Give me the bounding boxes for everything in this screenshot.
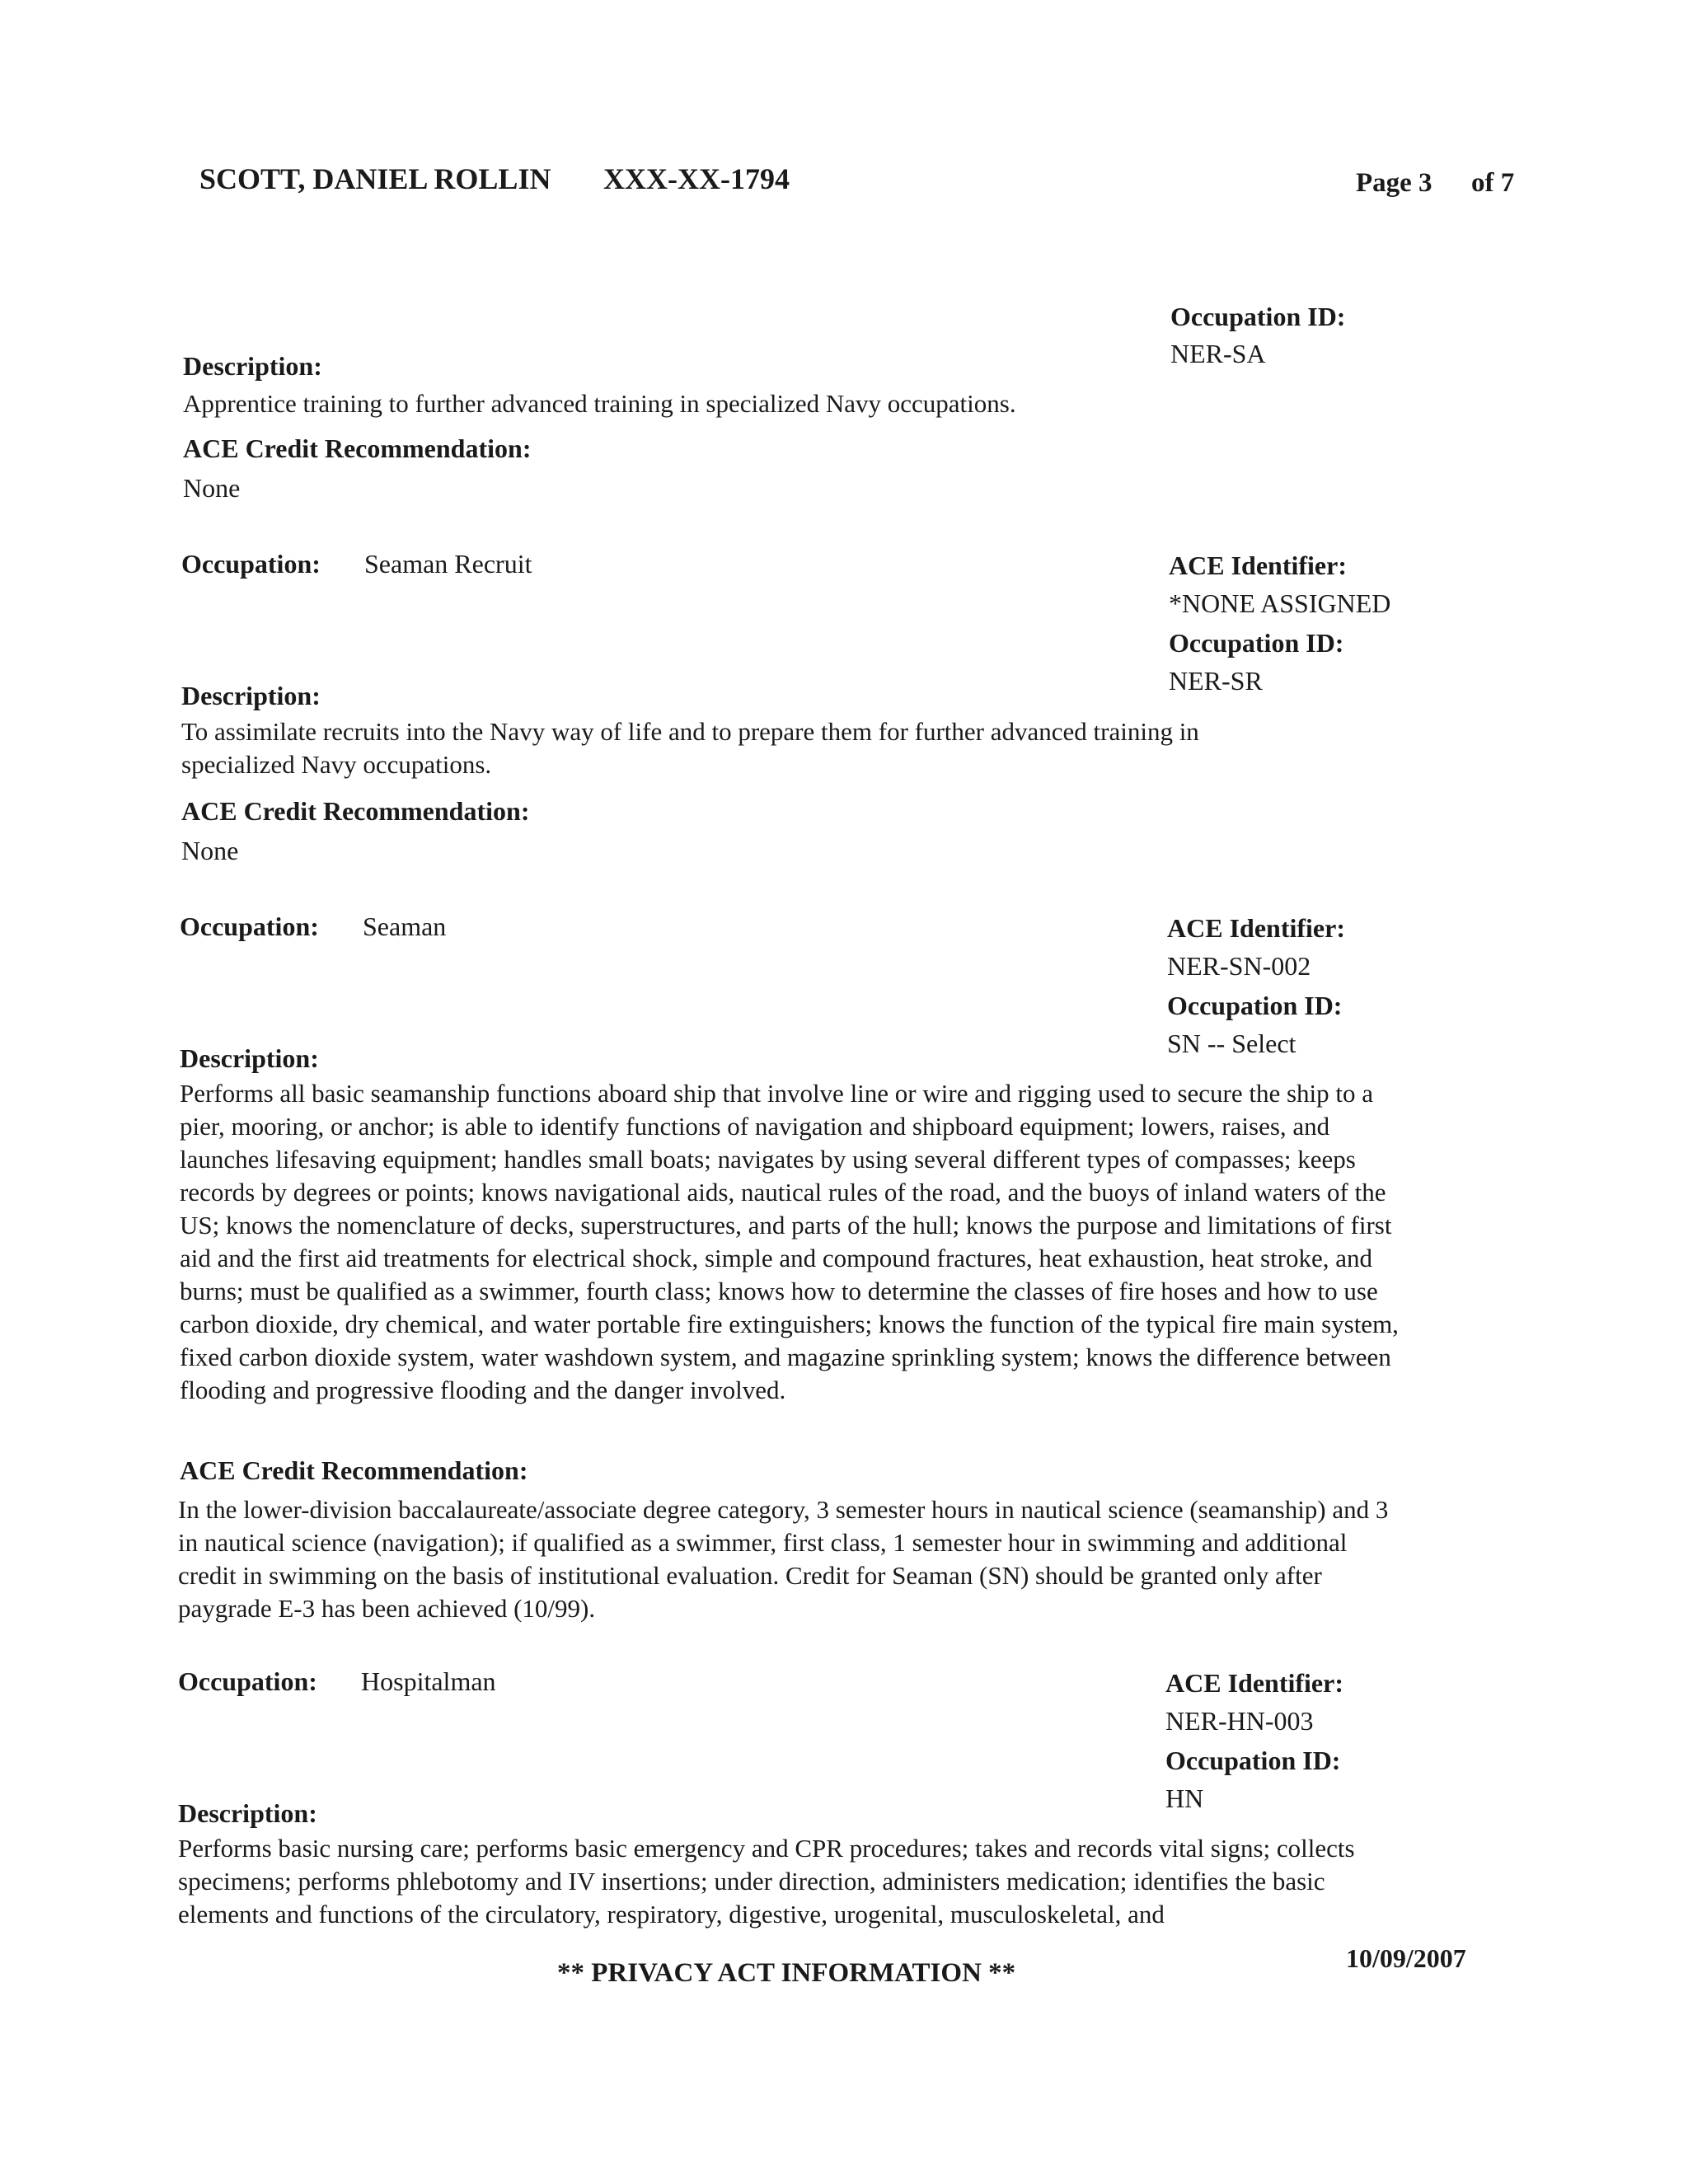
privacy-act-notice: ** PRIVACY ACT INFORMATION ** xyxy=(557,1958,1016,1988)
ace-credit-text: None xyxy=(181,836,239,865)
ace-credit-text: None xyxy=(183,473,241,503)
ace-credit-label: ACE Credit Recommendation: xyxy=(181,796,530,826)
occupation-label: Occupation: xyxy=(181,549,321,579)
description-text: To assimilate recruits into the Navy way of life and to prepare them for further advanced training in specialized Navy occupations. xyxy=(181,717,1199,779)
member-name: SCOTT, DANIEL ROLLIN xyxy=(199,162,551,195)
ssn-masked: XXX-XX-1794 xyxy=(603,162,790,195)
ace-credit-label: ACE Credit Recommendation: xyxy=(180,1455,528,1485)
occupation-id-value: NER-SA xyxy=(1170,339,1266,368)
page-number: Page 3 xyxy=(1356,168,1432,198)
occupation-value: Seaman Recruit xyxy=(364,549,532,579)
occupation-id-value: SN -- Select xyxy=(1167,1029,1296,1058)
ace-credit-label: ACE Credit Recommendation: xyxy=(183,434,532,463)
description-label: Description: xyxy=(181,681,321,710)
ace-identifier-value: *NONE ASSIGNED xyxy=(1169,588,1391,618)
page-total: of 7 xyxy=(1471,168,1515,198)
ace-identifier-label: ACE Identifier: xyxy=(1169,551,1347,580)
description-label: Description: xyxy=(183,351,322,381)
occupation-label: Occupation: xyxy=(178,1666,317,1696)
occupation-id-label: Occupation ID: xyxy=(1169,628,1344,658)
occupation-label: Occupation: xyxy=(180,912,319,941)
ace-identifier-label: ACE Identifier: xyxy=(1165,1668,1343,1698)
occupation-id-label: Occupation ID: xyxy=(1167,991,1343,1020)
ace-identifier-value: NER-HN-003 xyxy=(1165,1706,1314,1736)
description-text: Apprentice training to further advanced training in specialized Navy occupations. xyxy=(183,389,1016,418)
occupation-id-value: HN xyxy=(1165,1783,1204,1813)
occupation-id-label: Occupation ID: xyxy=(1165,1746,1341,1775)
occupation-id-label: Occupation ID: xyxy=(1170,302,1346,331)
description-label: Description: xyxy=(180,1043,319,1073)
description-text: Performs all basic seamanship functions aboard ship that involve line or wire and rigging used to secure the ship to a pier, mooring, or anchor; is able to identify functions of navigation and shipboard equipment; lowers, raises, and launches lifesaving equipment; handles small boats; navigates by using several different types of compasses; keeps records by degrees or points; knows navigational aids, nautical rules of the road, and the buoys of inland waters of the US; knows the nomenclature of decks, superstructures, and parts of the hull; knows the purpose and limitations of first aid and the first aid treatments for electrical shock, simple and compound fractures, heat exhaustion, heat stroke, and burns; must be qualified as a swimmer, fourth class; knows how to determine the classes of fire hoses and how to use carbon dioxide, dry chemical, and water portable fire extinguishers; knows the function of the typical fire main system, fixed carbon dioxide system, water washdown system, and magazine sprinkling system; knows the difference between flooding and progressive flooding and the danger involved. xyxy=(180,1079,1399,1404)
occupation-value: Hospitalman xyxy=(361,1666,496,1696)
occupation-id-value: NER-SR xyxy=(1169,666,1263,696)
ace-credit-text: In the lower-division baccalaureate/associate degree category, 3 semester hours in nautical science (seamanship) and 3 in nautical science (navigation); if qualified as a swimmer, first class, 1 semester hour in swimming and additional credit in swimming on the basis of institutional evaluation. Credit for Seaman (SN) should be granted only after paygrade E-3 has been achieved (10/99). xyxy=(178,1495,1389,1623)
ace-identifier-value: NER-SN-002 xyxy=(1167,951,1311,981)
occupation-value: Seaman xyxy=(363,912,447,941)
description-label: Description: xyxy=(178,1798,317,1828)
description-text: Performs basic nursing care; performs basic emergency and CPR procedures; takes and records vital signs; collects specimens; performs phlebotomy and IV insertions; under direction, administers medication; identifies the basic elements and functions of the circulatory, respiratory, digestive, urogenital, musculoskeletal, and xyxy=(178,1834,1355,1929)
print-date: 10/09/2007 xyxy=(1346,1943,1466,1973)
ace-identifier-label: ACE Identifier: xyxy=(1167,913,1345,943)
